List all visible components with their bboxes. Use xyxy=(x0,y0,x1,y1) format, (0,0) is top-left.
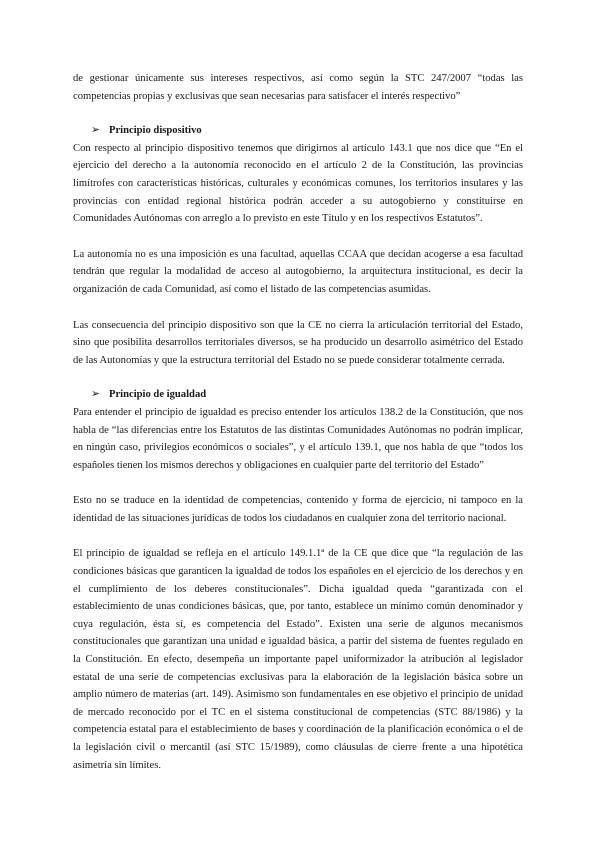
intro-paragraph: de gestionar únicamente sus intereses respectivos, así como según la STC 247/2007 “todas las competencias propias y exclusivas que sean necesarias para satisfacer el interés respectivo” xyxy=(73,73,523,102)
section-heading-igualdad xyxy=(91,386,523,404)
paragraph: Con respecto al principio dispositivo tenemos que dirigirnos al artículo 143.1 que nos dice que “En el ejercicio del derecho a la autonomía reconocido en el artículo 2 de la Constitución, las provincias limítrofes con características históricas, culturales y económicas comunes, los territorios insulares y las provincias con entidad regional histórica podrán acceder a su autogobierno y constituirse en Comunidades Autónomas con arreglo a lo previsto en este Título y en los respectivos Estatutos”. xyxy=(73,142,523,225)
paragraph: Las consecuencia del principio dispositivo son que la CE no cierra la articulación territorial del Estado, sino que posibilita desarrollos territoriales diversos, se ha producido un desarrollo asimétrico del Estado de las Autonomías y que la estructura territorial del Estado no se puede considerar totalmente cerrada. xyxy=(73,319,523,366)
heading-text: Principio de igualdad xyxy=(109,389,207,401)
arrow-bullet-icon: ➢ xyxy=(91,124,101,137)
paragraph: La autonomía no es una imposición es una facultad, aquellas CCAA que decidan acogerse a esa facultad tendrán que regular la modalidad de acceso al autogobierno, la arquitectura institucional, es decir la organización de cada Comunidad, así como el listado de las competencias asumidas. xyxy=(73,248,523,295)
paragraph: El principio de igualdad se refleja en el artículo 149.1.1ª de la CE que dice que “la regulación de las condiciones básicas que garanticen la igualdad de todos los españoles en el ejercicio de los derechos y en el cumplimiento de los deberes constitucionales”. Dicha igualdad queda “garantizada con el establecimiento de unas condiciones básicas, que, por tanto, establece un mínimo común denominador y cuya regulación, ésta sí, es competencia del Estado”. Existen una serie de algunos mecanismos constitucionales que garantizan una unidad e igualdad básica, a partir del sistema de fuentes regulado en la Constitución. En efecto, desempeña un importante papel uniformizador la atribución al legislador estatal de una serie de competencias exclusivas para la elaboración de la legislación básica sobre un amplio número de materias (art. 149). Asimismo son fundamentales en ese objetivo el principio de unidad de mercado reconocido por el TC en el sistema constitucional de competencias (STC 88/1986) y la competencia estatal para el establecimiento de bases y coordinación de la planificación económica o el de la legislación civil o mercantil (así STC 15/1989), como cláusulas de cierre frente a una hipotética asimetría sin límites. xyxy=(73,548,523,771)
heading-text: Principio dispositivo xyxy=(109,125,202,137)
paragraph: Para entender el principio de igualdad es preciso entender los artículos 138.2 de la Constitución, que nos habla de “las diferencias entre los Estatutos de las distintas Comunidades Autónomas no podrán implicar, en ningún caso, privilegios económicos o sociales”, y el artículo 139.1, que nos habla de que “todos los españoles tienen los mismos derechos y obligaciones en cualquier parte del territorio del Estado” xyxy=(73,406,523,471)
arrow-bullet-icon: ➢ xyxy=(91,388,101,401)
section-heading-dispositivo xyxy=(91,122,523,140)
paragraph: Esto no se traduce en la identidad de competencias, contenido y forma de ejercicio, ni tampoco en la identidad de las situaciones jurídicas de todos los ciudadanos en cualquier zona del territorio nacional. xyxy=(73,495,523,524)
